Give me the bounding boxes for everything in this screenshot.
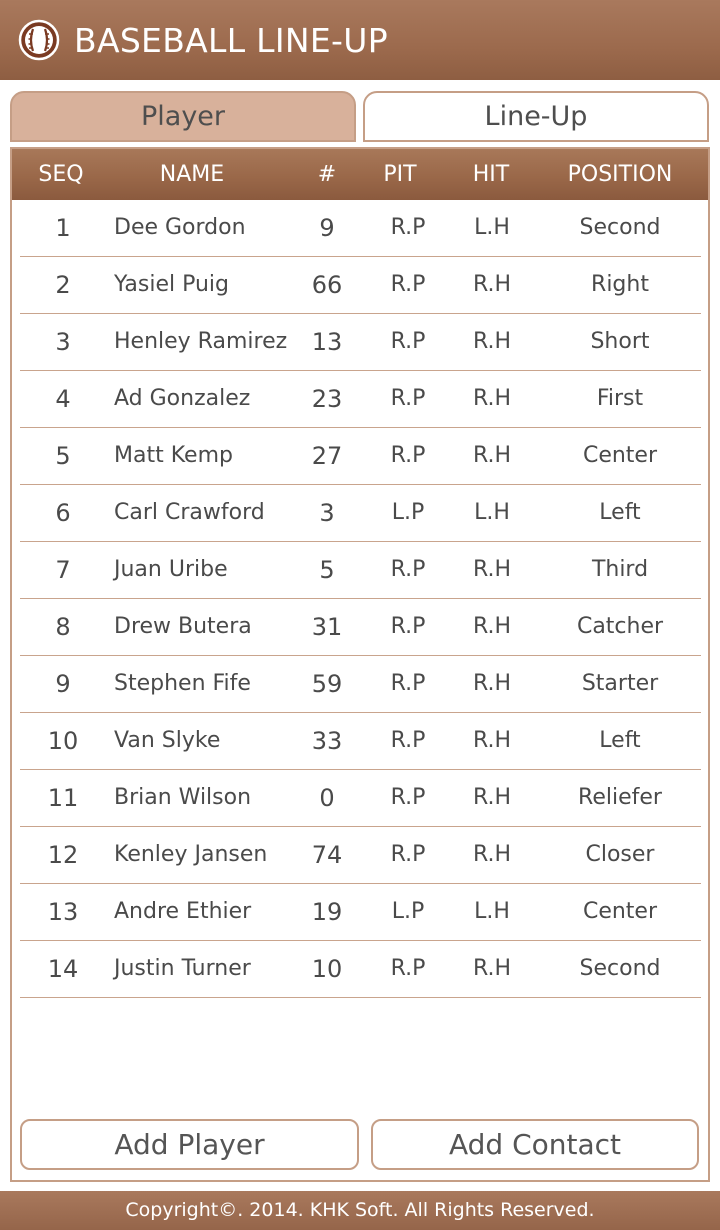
table-row[interactable] — [20, 599, 701, 656]
row-hit: R.H — [472, 728, 512, 753]
row-hit: R.H — [472, 614, 512, 639]
row-name: Kenley Jansen — [114, 842, 268, 867]
row-pit: R.P — [390, 215, 426, 240]
row-seq: 13 — [47, 898, 79, 926]
column-header-number: # — [317, 162, 337, 187]
row-number: 66 — [311, 271, 343, 299]
add-player-button[interactable]: Add Player — [20, 1119, 359, 1170]
row-number: 9 — [319, 214, 335, 242]
row-name: Juan Uribe — [114, 557, 228, 582]
row-seq: 8 — [55, 613, 71, 641]
row-number: 31 — [311, 613, 343, 641]
row-position: Left — [599, 728, 641, 753]
row-hit: R.H — [472, 842, 512, 867]
table-row[interactable] — [20, 314, 701, 371]
row-name: Van Slyke — [114, 728, 221, 753]
row-pit: L.P — [391, 500, 425, 525]
baseball-icon — [18, 19, 60, 61]
row-position: Second — [579, 956, 661, 981]
row-name: Henley Ramirez — [114, 329, 288, 354]
row-hit: L.H — [474, 215, 510, 240]
row-seq: 5 — [55, 442, 71, 470]
row-hit: R.H — [472, 956, 512, 981]
row-seq: 4 — [55, 385, 71, 413]
tab-player[interactable]: Player — [10, 91, 356, 142]
row-position: Center — [582, 899, 658, 924]
row-pit: R.P — [390, 956, 426, 981]
row-seq: 6 — [55, 499, 71, 527]
row-position: Right — [591, 272, 649, 297]
row-hit: R.H — [472, 329, 512, 354]
column-header-seq: SEQ — [38, 162, 84, 187]
row-name: Andre Ethier — [114, 899, 252, 924]
column-header-hit: HIT — [472, 162, 510, 187]
row-pit: R.P — [390, 785, 426, 810]
row-position: Catcher — [576, 614, 664, 639]
row-pit: R.P — [390, 842, 426, 867]
row-pit: R.P — [390, 557, 426, 582]
row-seq: 2 — [55, 271, 71, 299]
app-title: BASEBALL LINE-UP — [74, 20, 388, 60]
tab-line-up[interactable]: Line-Up — [363, 91, 709, 142]
row-name: Ad Gonzalez — [114, 386, 251, 411]
table-row[interactable] — [20, 200, 701, 257]
row-hit: L.H — [474, 899, 510, 924]
row-name: Dee Gordon — [114, 215, 246, 240]
add-contact-button[interactable]: Add Contact — [371, 1119, 699, 1170]
table-row[interactable] — [20, 941, 701, 998]
row-position: Reliefer — [578, 785, 662, 810]
row-seq: 9 — [55, 670, 71, 698]
table-row[interactable] — [20, 770, 701, 827]
row-number: 74 — [311, 841, 343, 869]
row-number: 19 — [311, 898, 343, 926]
row-seq: 1 — [55, 214, 71, 242]
player-table-panel — [10, 147, 710, 1182]
row-number: 59 — [311, 670, 343, 698]
row-hit: L.H — [474, 500, 510, 525]
row-pit: R.P — [390, 443, 426, 468]
row-name: Justin Turner — [114, 956, 251, 981]
row-pit: R.P — [390, 728, 426, 753]
row-number: 27 — [311, 442, 343, 470]
row-position: First — [596, 386, 644, 411]
row-name: Stephen Fife — [114, 671, 251, 696]
row-position: Second — [579, 215, 661, 240]
table-row[interactable] — [20, 428, 701, 485]
table-row[interactable] — [20, 656, 701, 713]
row-pit: R.P — [390, 614, 426, 639]
table-row[interactable] — [20, 884, 701, 941]
row-position: Short — [590, 329, 650, 354]
row-hit: R.H — [472, 785, 512, 810]
row-seq: 3 — [55, 328, 71, 356]
row-seq: 11 — [47, 784, 79, 812]
row-name: Carl Crawford — [114, 500, 265, 525]
table-row[interactable] — [20, 542, 701, 599]
table-row[interactable] — [20, 257, 701, 314]
row-seq: 12 — [47, 841, 79, 869]
row-pit: L.P — [391, 899, 425, 924]
row-number: 13 — [311, 328, 343, 356]
row-hit: R.H — [472, 443, 512, 468]
row-pit: R.P — [390, 386, 426, 411]
row-number: 33 — [311, 727, 343, 755]
app-header — [0, 0, 720, 80]
row-number: 0 — [319, 784, 335, 812]
row-position: Center — [582, 443, 658, 468]
table-row[interactable] — [20, 485, 701, 542]
row-name: Brian Wilson — [114, 785, 252, 810]
row-name: Matt Kemp — [114, 443, 233, 468]
row-number: 3 — [319, 499, 335, 527]
row-pit: R.P — [390, 272, 426, 297]
column-header-position: POSITION — [567, 162, 673, 187]
row-name: Yasiel Puig — [114, 272, 230, 297]
table-row[interactable] — [20, 713, 701, 770]
table-header — [12, 149, 708, 200]
row-name: Drew Butera — [114, 614, 252, 639]
row-position: Starter — [581, 671, 659, 696]
row-number: 23 — [311, 385, 343, 413]
row-pit: R.P — [390, 329, 426, 354]
row-position: Third — [591, 557, 649, 582]
row-number: 5 — [319, 556, 335, 584]
row-pit: R.P — [390, 671, 426, 696]
row-seq: 14 — [47, 955, 79, 983]
row-seq: 10 — [47, 727, 79, 755]
row-hit: R.H — [472, 557, 512, 582]
footer-copyright: Copyright©. 2014. KHK Soft. All Rights Reserved. — [0, 1191, 720, 1230]
row-hit: R.H — [472, 272, 512, 297]
row-position: Closer — [585, 842, 655, 867]
table-row[interactable] — [20, 371, 701, 428]
row-hit: R.H — [472, 386, 512, 411]
column-header-pit: PIT — [383, 162, 417, 187]
row-number: 10 — [311, 955, 343, 983]
column-header-name: NAME — [159, 162, 225, 187]
row-hit: R.H — [472, 671, 512, 696]
row-position: Left — [599, 500, 641, 525]
table-row[interactable] — [20, 827, 701, 884]
row-seq: 7 — [55, 556, 71, 584]
